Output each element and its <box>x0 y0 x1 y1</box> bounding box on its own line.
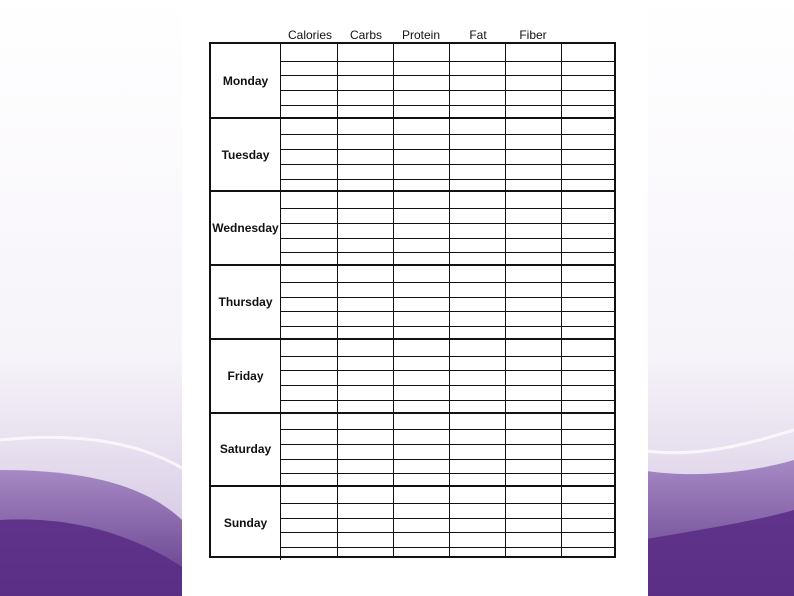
entry-row-line <box>281 223 614 224</box>
day-block-saturday <box>211 413 616 487</box>
day-block-thursday <box>211 265 616 339</box>
column-divider <box>505 44 506 556</box>
day-separator <box>211 190 614 192</box>
entry-row-line <box>281 297 614 298</box>
day-block-sunday <box>211 486 616 560</box>
entry-row-line <box>281 134 614 135</box>
entry-row-line <box>281 164 614 165</box>
entry-row-line <box>281 326 614 327</box>
day-block-monday <box>211 44 616 118</box>
entry-row-line <box>281 459 614 460</box>
day-block-wednesday <box>211 191 616 265</box>
entry-row-line <box>281 105 614 106</box>
day-separator <box>211 338 614 340</box>
entry-row-line <box>281 282 614 283</box>
entry-row-line <box>281 208 614 209</box>
day-label-sunday: Sunday <box>211 486 281 560</box>
column-header-fiber: Fiber <box>519 28 547 42</box>
day-separator <box>211 264 614 266</box>
column-divider <box>337 44 338 556</box>
entry-row-line <box>281 252 614 253</box>
column-divider <box>449 44 450 556</box>
column-header-protein: Protein <box>401 28 441 42</box>
day-label-friday: Friday <box>211 339 281 413</box>
entry-row-line <box>281 518 614 519</box>
entry-row-line <box>281 532 614 533</box>
day-block-tuesday <box>211 118 616 192</box>
entry-row-line <box>281 149 614 150</box>
entry-row-line <box>281 238 614 239</box>
entry-row-line <box>281 75 614 76</box>
entry-row-line <box>281 503 614 504</box>
entry-row-line <box>281 61 614 62</box>
column-divider <box>393 44 394 556</box>
entry-row-line <box>281 473 614 474</box>
day-separator <box>211 412 614 414</box>
column-header-carbs: Carbs <box>349 28 383 42</box>
day-separator <box>211 117 614 119</box>
entry-row-line <box>281 370 614 371</box>
entry-row-line <box>281 400 614 401</box>
column-header-fat: Fat <box>469 28 487 42</box>
entry-row-line <box>281 179 614 180</box>
day-label-thursday: Thursday <box>211 265 281 339</box>
entry-row-line <box>281 385 614 386</box>
entry-row-line <box>281 429 614 430</box>
day-label-wednesday: Wednesday <box>211 191 281 265</box>
column-divider <box>561 44 562 556</box>
weekly-nutrition-log-table <box>209 42 616 558</box>
day-label-monday: Monday <box>211 44 281 118</box>
day-block-friday <box>211 339 616 413</box>
entry-row-line <box>281 311 614 312</box>
day-separator <box>211 485 614 487</box>
entry-row-line <box>281 547 614 548</box>
entry-row-line <box>281 356 614 357</box>
day-label-tuesday: Tuesday <box>211 118 281 192</box>
column-header-calories: Calories <box>287 28 333 42</box>
entry-row-line <box>281 444 614 445</box>
entry-row-line <box>281 90 614 91</box>
day-label-saturday: Saturday <box>211 413 281 487</box>
